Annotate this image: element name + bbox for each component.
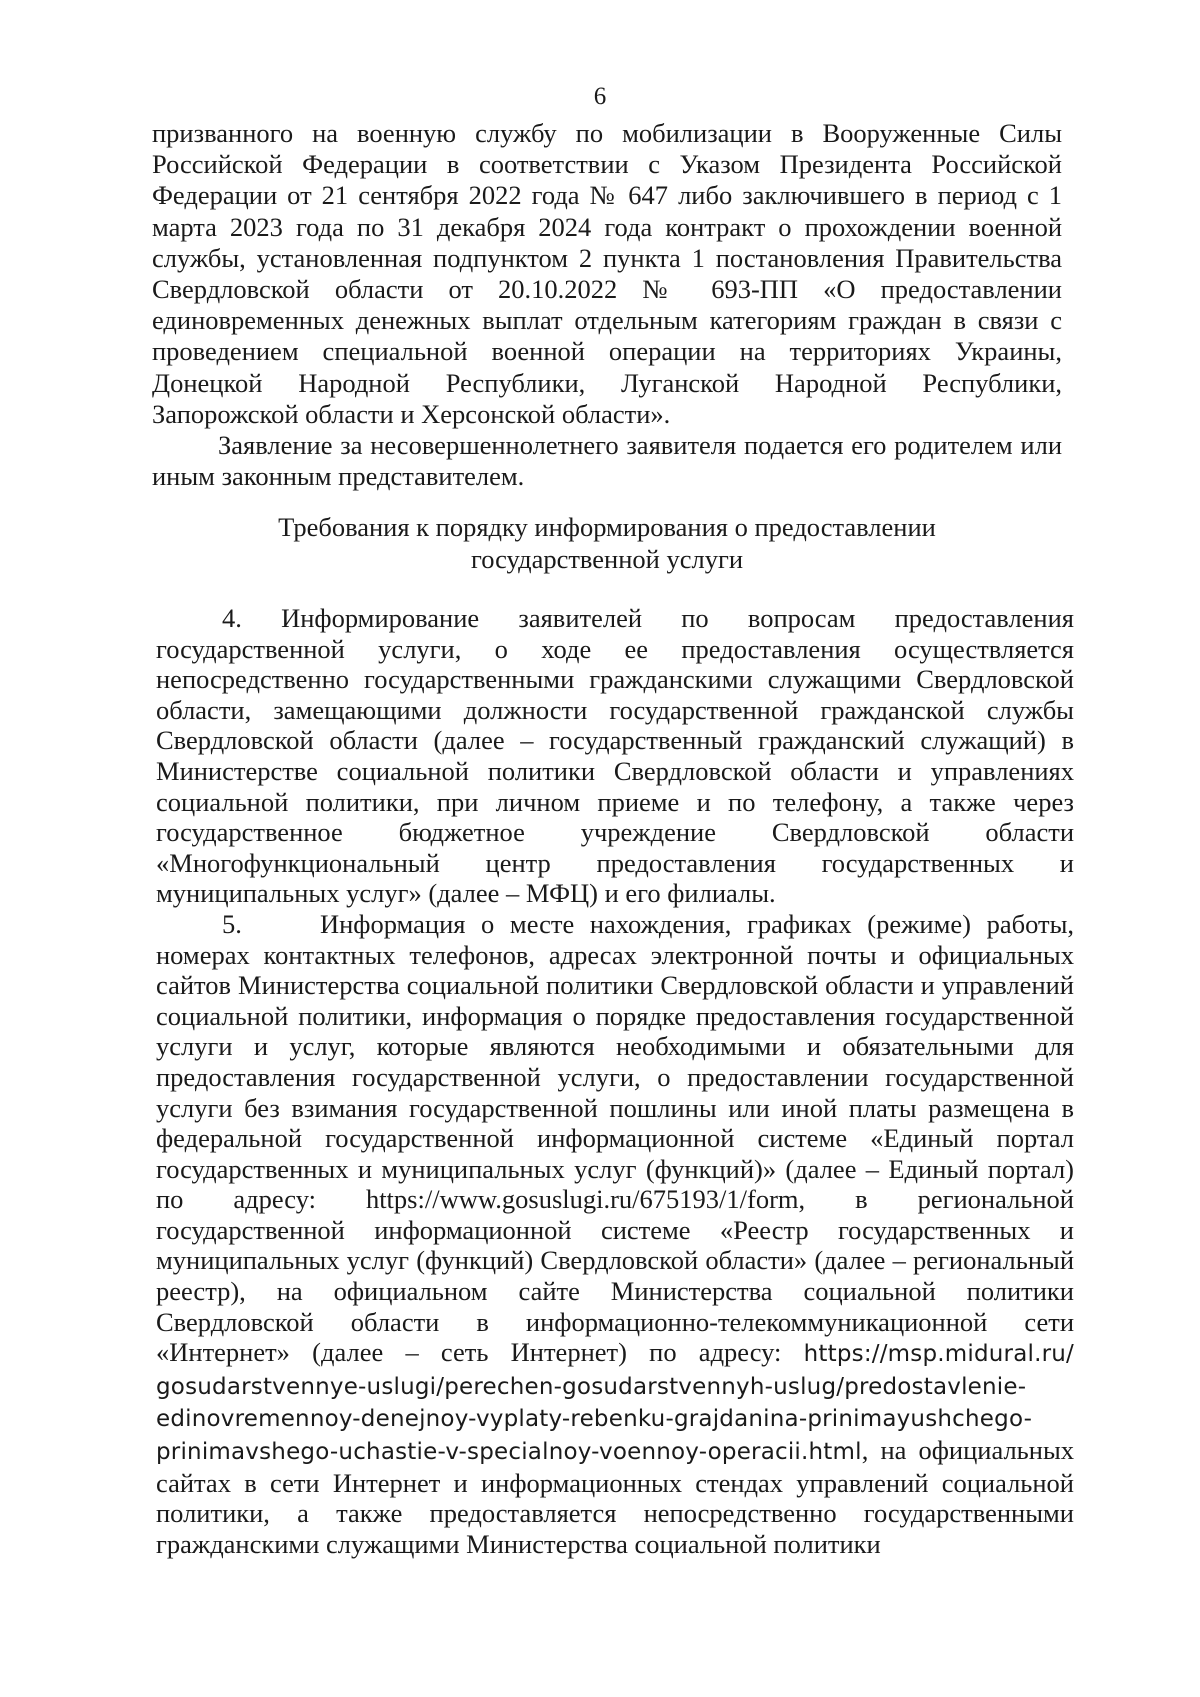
section-heading-line-1: Требования к порядку информирования о предоставлении [278,512,936,542]
bottom-text-block [156,603,1074,1559]
paragraph-5-part-1: 5. Информация о месте нахождения, графиках (режиме) работы, номерах контактных телефонов, адресах электронной почты и официальных сайтов Министерства социальной политики Свердловской области и управлений социальной политики, информация о порядке предоставления государственной услуги и услуг, которые являются необходимыми и обязательными для предоставления государственной услуги, о предоставлении государственной услуги без взимания государственной пошлины или иной платы размещена в федеральной государственной информационной системе «Единый портал государственных и муниципальных услуг (функций)» (далее – Единый портал) по адресу: https://www.gosuslugi.ru/675193/1/form, в региональной государственной информационной системе «Реестр государственных и муниципальных услуг (функций) Свердловской области» (далее – региональный реестр), на официальном сайте Министерства социальной политики Свердловской области в информационно-телекоммуникационной сети «Интернет» (далее – сеть Интернет) по адресу: [156,908,1074,1368]
page-number: 6 [593,83,607,110]
paragraph-5-part-2: , на официальных сайтах в сети Интернет и информационных стендах управлений социальной политики, а также предоставляется непосредственно государственными гражданскими служащими Министерства социальной политики [156,1435,1074,1559]
paragraph-applicant-minor: Заявление за несовершеннолетнего заявителя подается его родителем или иным законным представителем. [152,430,1062,492]
section-heading [152,512,1062,575]
top-text-block [152,118,1062,492]
paragraph-5 [156,909,1074,1559]
ministry-website-url: https:/​/​msp.midural.ru/​gosudarstvennye-​uslugi/​perechen-​gosudarstvennyh-​uslug/​predostavlenie-​edinovremennoy-​denejnoy-​vyplaty-​rebenku-​grajdanina-​prinimayushchego-​prinimavshego-​uchastie-​v-​specialnoy-​voennoy-​operacii.html [156,1341,1074,1466]
paragraph-4: 4. Информирование заявителей по вопросам предоставления государственной услуги, о ходе ее предоставления осуществляется непосредственно государственными гражданскими служащими Свердловской области, замещающими должности государственной гражданской службы Свердловской области (далее – государственный гражданский служащий) в Министерстве социальной политики Свердловской области и управлениях социальной политики, при личном приеме и по телефону, а также через государственное бюджетное учреждение Свердловской области «Многофункциональный центр предоставления государственных и муниципальных услуг» (далее – МФЦ) и его филиалы. [156,603,1074,909]
section-heading-line-2: государственной услуги [470,543,744,574]
paragraph-continuation: призванного на военную службу по мобилизации в Вооруженные Силы Российской Федерации в соответствии с Указом Президента Российской Федерации от 21 сентября 2022 года № 647 либо заключившего в период с 1 марта 2023 года по 31 декабря 2024 года контракт о прохождении военной службы, установленная подпунктом 2 пункта 1 постановления Правительства Свердловской области от 20.10.2022 № 693-ПП «О предоставлении единовременных денежных выплат отдельным категориям граждан в связи с проведением специальной военной операции на территориях Украины, Донецкой Народной Республики, Луганской Народной Республики, Запорожской области и Херсонской области». [152,118,1062,429]
